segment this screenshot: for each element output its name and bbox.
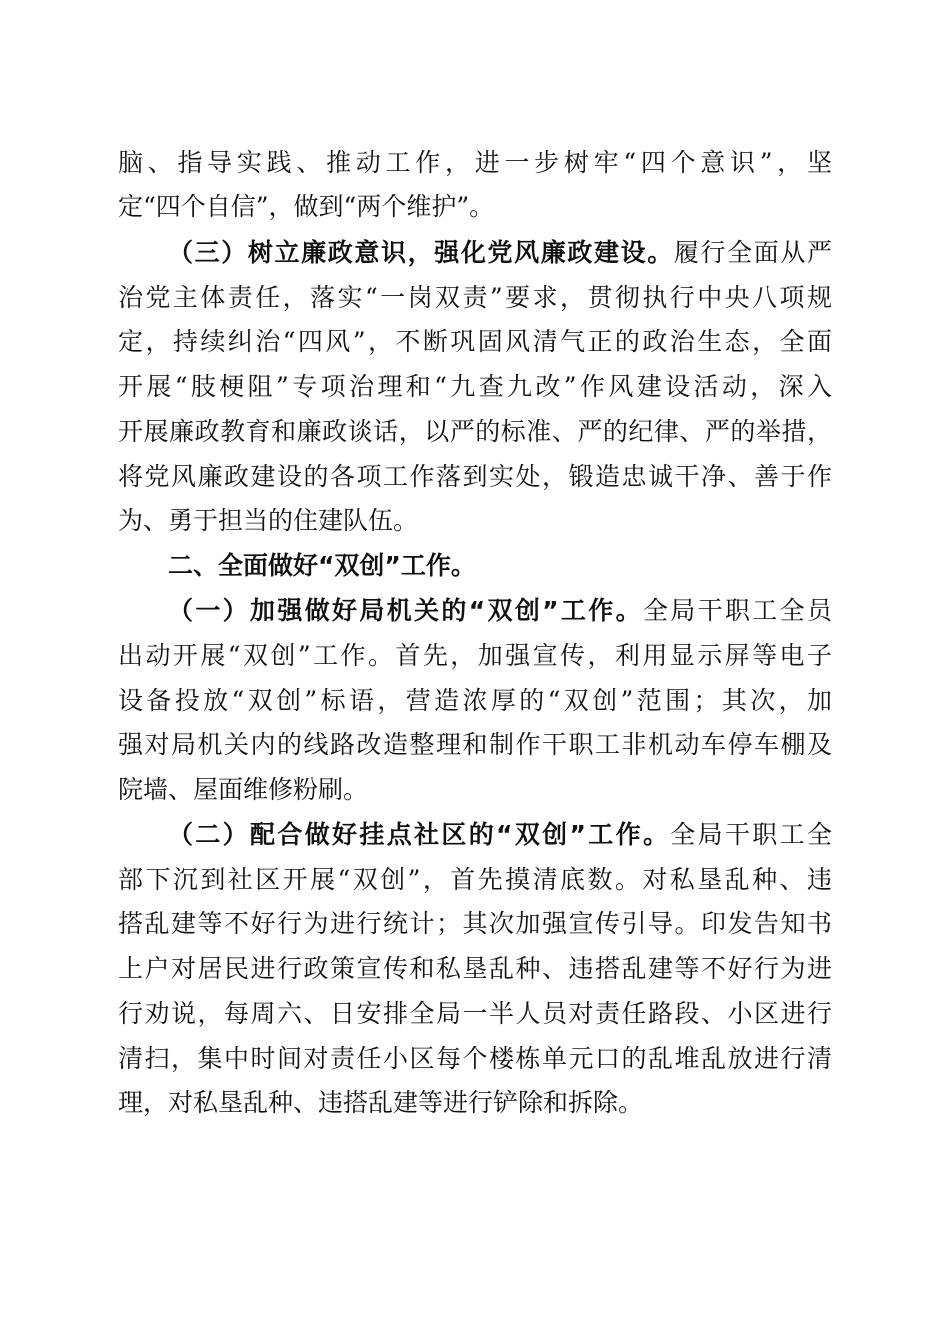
- text-line: 院墙、屋面维修粉刷。: [118, 775, 369, 804]
- text-line: 搭乱建等不好行为进行统计；其次加强宣传引导。印发告知书: [118, 909, 832, 938]
- text-line: 脑、指导实践、推动工作，进一步树牢“四个意识”，坚: [118, 148, 832, 177]
- paragraph-text: 全局干职工全员: [642, 596, 832, 625]
- paragraph-opening-line: [168, 231, 832, 275]
- text-line: 治党主体责任，落实“一岗双责”要求，贯彻执行中央八项规: [118, 283, 832, 312]
- text-line: 强对局机关内的线路改造整理和制作干职工非机动车停车棚及: [118, 730, 832, 759]
- text-line: 部下沉到社区开展“双创”，首先摸清底数。对私垦乱种、违: [118, 865, 832, 894]
- text-line: 为、勇于担当的住建队伍。: [118, 506, 419, 535]
- text-line: 定，持续纠治“四风”，不断巩固风清气正的政治生态，全面: [118, 327, 832, 356]
- paragraph-heading: （二）配合做好挂点社区的“双创”工作。: [168, 820, 671, 849]
- text-line: 出动开展“双创”工作。首先，加强宣传，利用显示屏等电子: [118, 641, 832, 670]
- paragraph-text: 履行全面从严: [673, 238, 832, 267]
- paragraph-heading: （三）树立廉政意识，强化党风廉政建设。: [168, 238, 674, 267]
- paragraph-text: 全局干职工全: [670, 820, 832, 849]
- text-line: 上户对居民进行政策宣传和私垦乱种、违搭乱建等不好行为进: [118, 954, 832, 983]
- text-line: 将党风廉政建设的各项工作落到实处，锻造忠诚干净、善于作: [118, 462, 832, 491]
- text-line: 理，对私垦乱种、违搭乱建等进行铲除和拆除。: [118, 1088, 644, 1117]
- text-line: 定“四个自信”，做到“两个维护”。: [118, 192, 495, 221]
- text-line: 设备投放“双创”标语，营造浓厚的“双创”范围；其次，加: [118, 686, 832, 715]
- paragraph-opening-line: [168, 813, 832, 857]
- paragraph-opening-line: [168, 589, 832, 633]
- text-line: 行劝说，每周六、日安排全局一半人员对责任路段、小区进行: [118, 999, 832, 1028]
- paragraph-heading: （一）加强做好局机关的“双创”工作。: [168, 596, 643, 625]
- text-line: 开展“肢梗阻”专项治理和“九查九改”作风建设活动，深入: [118, 372, 832, 401]
- text-line: 开展廉政教育和廉政谈话，以严的标准、严的纪律、严的举措，: [118, 417, 832, 446]
- section-heading: 二、全面做好“双创”工作。: [168, 551, 476, 580]
- text-line: 清扫，集中时间对责任小区每个楼栋单元口的乱堆乱放进行清: [118, 1044, 832, 1073]
